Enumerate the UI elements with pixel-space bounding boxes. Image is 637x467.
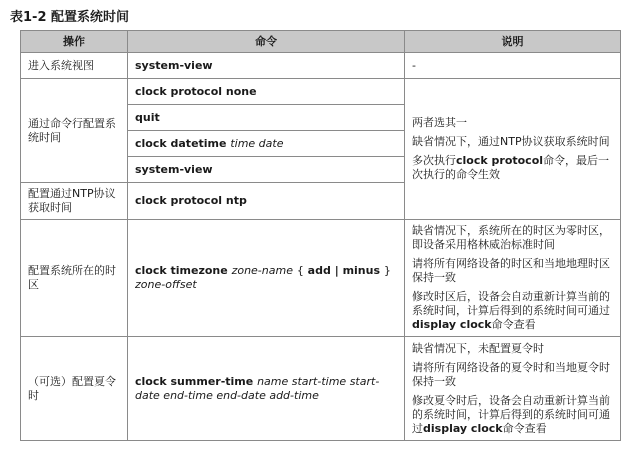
table-caption: 表1-2 配置系统时间 [10,10,130,25]
desc-paragraph: 缺省情况下，未配置夏令时 [412,341,544,355]
desc-cell [405,79,621,220]
desc-paragraph: 请将所有网络设备的夏令时和当地夏令时保持一致 [412,360,610,388]
table-row [21,53,621,79]
desc-cell [405,337,621,441]
header-desc: 说明 [405,31,621,53]
desc-paragraph: 多次执行clock protocol命令，最后一次执行的命令生效 [412,154,610,181]
cmd-cell: quit [128,105,405,131]
desc-paragraph: 缺省情况下，系统所在的时区为零时区，即设备采用格林威治标准时间 [412,224,610,251]
op-cell: 通过命令行配置系统时间 [21,79,128,183]
desc-cell: - [405,53,621,79]
desc-paragraph: 缺省情况下，通过NTP协议获取系统时间 [412,135,610,148]
table-row [21,220,621,337]
desc-paragraph: 两者选其一 [412,116,467,129]
cmd-cell: clock timezone zone-name { add | minus } zone-offset [128,220,405,337]
header-cmd: 命令 [128,31,405,53]
cmd-cell: system-view [128,53,405,79]
cmd-cell: clock protocol ntp [128,183,405,220]
op-cell: （可选）配置夏令时 [21,337,128,441]
desc-paragraph: 修改夏令时后，设备会自动重新计算当前的系统时间，计算后得到的系统时间可通过display clock命令查看 [412,393,610,435]
desc-cell [405,220,621,337]
op-cell: 配置系统所在的时区 [21,220,128,337]
table-row [21,79,621,105]
cmd-cell: clock datetime time date [128,131,405,157]
desc-paragraph: 请将所有网络设备的时区和当地地理时区保持一致 [412,257,610,284]
table-row [21,337,621,441]
config-table [20,30,621,441]
header-op: 操作 [21,31,128,53]
header-row [21,31,621,53]
cmd-cell: clock summer-time name start-time start-date end-time end-date add-time [128,337,405,441]
desc-paragraph: 修改时区后，设备会自动重新计算当前的系统时间，计算后得到的系统时间可通过display clock命令查看 [412,290,610,331]
op-cell: 进入系统视图 [21,53,128,79]
op-cell: 配置通过NTP协议获取时间 [21,183,128,220]
cmd-cell: system-view [128,157,405,183]
cmd-cell: clock protocol none [128,79,405,105]
